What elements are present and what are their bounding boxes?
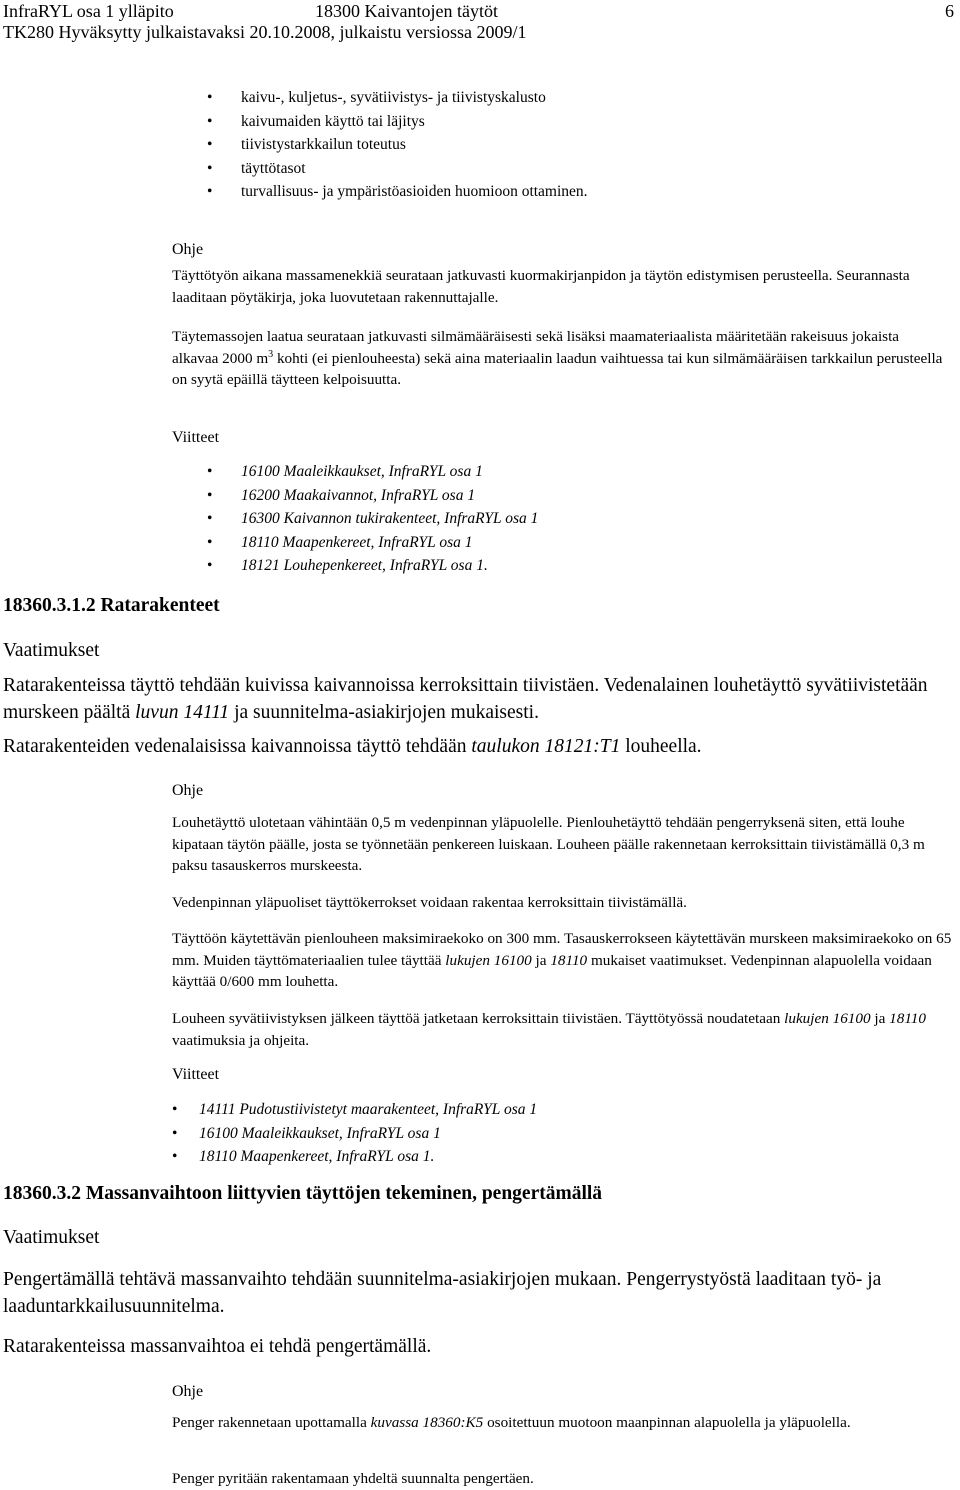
ohje-paragraph: Täyttötyön aikana massamenekkiä seurataan jatkuvasti kuormakirjanpidon ja täytön edistymisen perusteella. Seurannasta laaditaan pöytäkirja, joka luovutetaan rakennuttajalle.	[172, 267, 910, 306]
list-item: • kaivu-, kuljetus-, syvätiivistys- ja tiivistyskalusto	[207, 86, 907, 110]
list-item: • 16100 Maaleikkaukset, InfraRYL osa 1	[207, 460, 907, 484]
bullet-icon: •	[207, 159, 213, 177]
ohje-paragraph: Vedenpinnan yläpuoliset täyttökerrokset voidaan rakentaa kerroksittain tiivistämällä.	[172, 894, 687, 911]
vaatimukset-heading: Vaatimukset	[3, 1227, 100, 1248]
header-approval-line: TK280 Hyväksytty julkaistavaksi 20.10.2008, julkaistu versiossa 2009/1	[3, 22, 527, 42]
requirement-paragraph: Ratarakenteiden vedenalaisissa kaivannoissa täyttö tehdään taulukon 18121:T1 louheella.	[3, 736, 702, 757]
bullet-icon: •	[207, 463, 213, 480]
viitteet-heading: Viitteet	[172, 429, 220, 446]
list-item: • 16100 Maaleikkaukset, InfraRYL osa 1	[172, 1122, 932, 1146]
bullet-icon: •	[207, 557, 213, 574]
list-item: • tiivistystarkkailun toteutus	[207, 133, 907, 157]
section-heading: 18360.3.1.2 Ratarakenteet	[3, 595, 220, 616]
section-heading: 18360.3.2 Massanvaihtoon liittyvien täyttöjen tekeminen, pengertämällä	[3, 1183, 603, 1204]
ohje-paragraph: Louheen syvätiivistyksen jälkeen täyttöä jatketaan kerroksittain tiivistäen. Täyttötyössä noudatetaan lukujen 16100 ja 18110 vaatimuksia ja ohjeita.	[172, 1010, 926, 1049]
requirement-paragraph: Ratarakenteissa massanvaihtoa ei tehdä pengertämällä.	[3, 1336, 432, 1357]
list-item: • 16200 Maakaivannot, InfraRYL osa 1	[207, 484, 907, 508]
requirements-list	[207, 86, 907, 204]
bullet-icon: •	[207, 533, 213, 551]
ohje-heading: Ohje	[172, 782, 204, 799]
ohje-paragraph: Louhetäyttö ulotetaan vähintään 0,5 m vedenpinnan yläpuolelle. Pienlouhetäyttö tehdään pengerryksenä siten, että louhe kipataan täytön päälle, josta se työnnetään penkereen luiskaan. Louheen päälle rakennetaan kerroksittain tiivistämällä 0,3 m paksu tasauskerros murskeesta.	[172, 814, 925, 874]
list-item: • kaivumaiden käyttö tai läjitys	[207, 110, 907, 134]
list-item: • täyttötasot	[207, 157, 907, 181]
bullet-icon: •	[207, 112, 213, 130]
header-doc-title: InfraRYL osa 1 ylläpito	[3, 1, 174, 21]
list-item: • 18121 Louhepenkereet, InfraRYL osa 1.	[207, 554, 907, 578]
running-header-line1	[3, 0, 498, 22]
vaatimukset-heading: Vaatimukset	[3, 640, 100, 661]
list-item: • 16300 Kaivannon tukirakenteet, InfraRYL osa 1	[207, 507, 907, 531]
ohje-heading: Ohje	[172, 241, 204, 258]
bullet-icon: •	[207, 183, 213, 200]
ohje-paragraph: Penger pyritään rakentamaan yhdeltä suunnalta pengertäen.	[172, 1470, 534, 1487]
bullet-icon: •	[207, 486, 213, 504]
list-item: • 14111 Pudotustiivistetyt maarakenteet, InfraRYL osa 1	[172, 1098, 932, 1122]
bullet-icon: •	[207, 89, 213, 106]
bullet-icon: •	[207, 510, 213, 527]
bullet-icon: •	[207, 136, 213, 153]
ohje-heading: Ohje	[172, 1383, 204, 1400]
ohje-paragraph: Täyttöön käytettävän pienlouheen maksimiraekoko on 300 mm. Tasauskerrokseen käytettävän murskeen maksimiraekoko on 65 mm. Muiden täyttömateriaalien tulee täyttää lukujen 16100 ja 18110 mukaiset vaatimukset. Vedenpinnan alapuolella voidaan käyttää 0/600 mm louhetta.	[172, 930, 952, 990]
requirement-paragraph: Ratarakenteissa täyttö tehdään kuivissa kaivannoissa kerroksittain tiivistäen. Vedenalainen louhetäyttö syvätiivistetään murskeen päältä luvun 14111 ja suunnitelma-asiakirjojen mukaisesti.	[3, 675, 928, 723]
requirement-paragraph: Pengertämällä tehtävä massanvaihto tehdään suunnitelma-asiakirjojen mukaan. Pengerrystyöstä laaditaan työ- ja laaduntarkkailusuunnitelma.	[3, 1269, 882, 1317]
ohje-paragraph: Täytemassojen laatua seurataan jatkuvasti silmämääräisesti sekä lisäksi maamateriaalista määritetään rakeisuus jokaista alkavaa 2000 $m^3$ kohti (ei pienlouheesta) sekä aina materiaalin laadun vaihtuessa tai kun silmämääräisen tarkkailun perusteella on syytä epäillä täytteen kelpoisuutta.	[172, 328, 943, 388]
references-list	[172, 1098, 932, 1169]
list-item: • 18110 Maapenkereet, InfraRYL osa 1	[207, 531, 907, 555]
bullet-icon: •	[172, 1101, 178, 1118]
bullet-icon: •	[172, 1124, 178, 1142]
bullet-icon: •	[172, 1148, 178, 1165]
page-number: 6	[945, 1, 954, 21]
viitteet-heading: Viitteet	[172, 1066, 220, 1083]
list-item: • turvallisuus- ja ympäristöasioiden huomioon ottaminen.	[207, 180, 907, 204]
references-list	[207, 460, 907, 578]
list-item: • 18110 Maapenkereet, InfraRYL osa 1.	[172, 1145, 932, 1169]
header-chapter-title: 18300 Kaivantojen täytöt	[315, 1, 498, 21]
ohje-paragraph: Penger rakennetaan upottamalla kuvassa 18360:K5 osoitettuun muotoon maanpinnan alapuolella ja yläpuolella.	[172, 1414, 851, 1431]
